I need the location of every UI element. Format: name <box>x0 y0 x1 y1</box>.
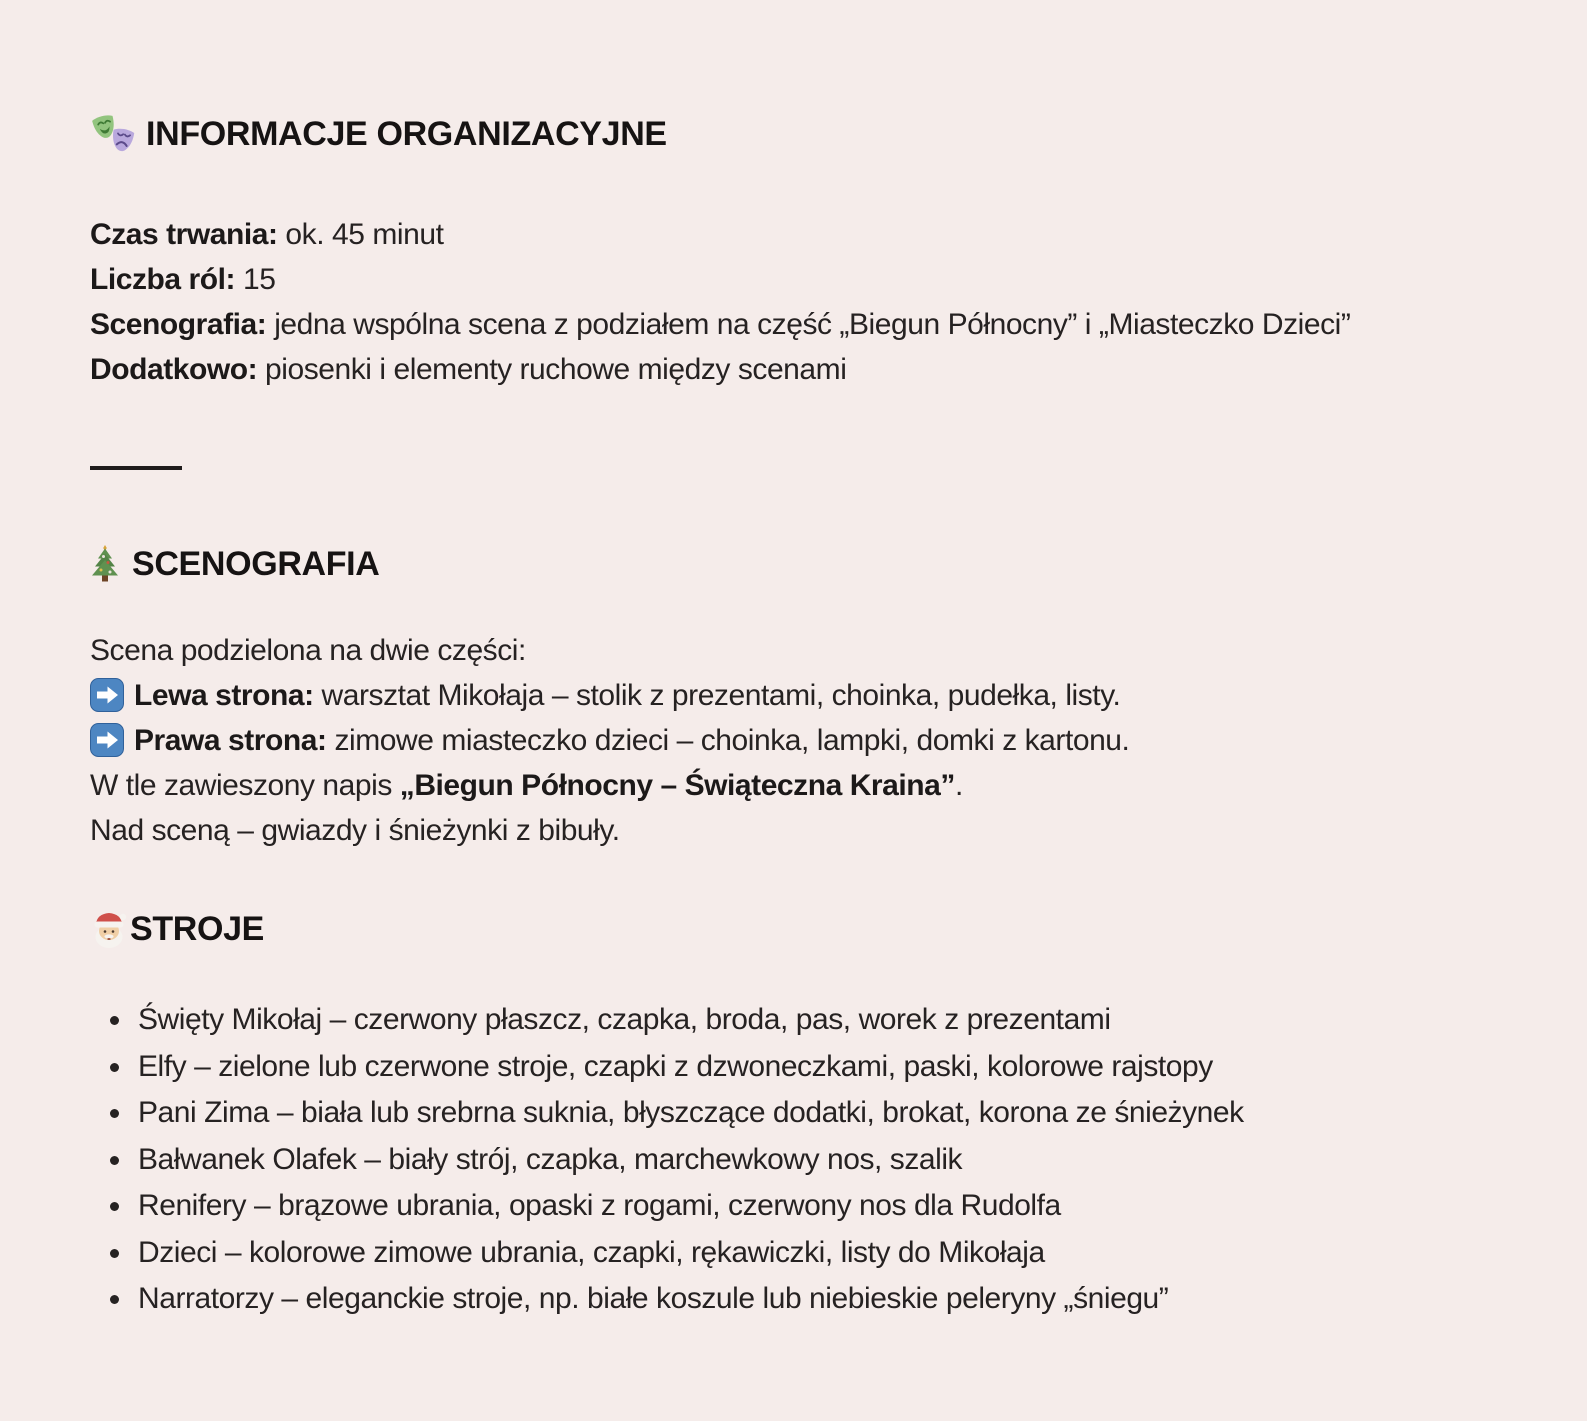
org-line <box>90 308 1350 341</box>
theater-masks-icon <box>90 113 136 155</box>
section-stroje-title-row <box>90 907 1460 951</box>
org-line-text: jedna wspólna scena z podziałem na część „Biegun Północny” i „Miasteczko Dzieci” <box>266 308 1351 341</box>
section-org-title-row <box>90 112 1460 156</box>
org-line-label: Czas trwania: <box>90 218 278 251</box>
org-line-text: 15 <box>235 263 276 296</box>
santa-icon <box>90 909 128 949</box>
scenografia-last-line: Nad sceną – gwiazdy i śnieżynki z bibuły. <box>90 814 620 847</box>
org-line-label: Scenografia: <box>90 308 267 341</box>
costume-item: • Bałwanek Olafek – biały strój, czapka, marchewkowy nos, szalik <box>134 1137 1460 1184</box>
backdrop-suffix: . <box>954 769 963 802</box>
backdrop-prefix: W tle zawieszony napis <box>90 769 400 802</box>
scenografia-left-text: warsztat Mikołaja – stolik z prezentami, choinka, pudełka, listy. <box>313 679 1121 712</box>
costume-item: • Elfy – zielone lub czerwone stroje, czapki z dzwoneczkami, paski, kolorowe rajstopy <box>134 1044 1460 1091</box>
costume-list <box>90 997 1460 1323</box>
section-scenografia-title-row <box>90 542 1460 586</box>
costume-item: • Renifery – brązowe ubrania, opaski z rogami, czerwony nos dla Rudolfa <box>134 1183 1460 1230</box>
scenografia-intro: Scena podzielona na dwie części: <box>90 634 526 667</box>
scenografia-backdrop-line <box>90 769 963 802</box>
org-line <box>90 218 443 251</box>
org-line-text: piosenki i elementy ruchowe między scenami <box>257 353 847 386</box>
scenografia-right-line <box>90 718 1460 763</box>
scenografia-details <box>90 628 1460 853</box>
org-title: INFORMACJE ORGANIZACYJNE <box>146 115 667 153</box>
costume-item: • Dzieci – kolorowe zimowe ubrania, czapki, rękawiczki, listy do Mikołaja <box>134 1230 1460 1277</box>
costume-item: • Pani Zima – biała lub srebrna suknia, błyszczące dodatki, brokat, korona ze śnieżynek <box>134 1090 1460 1137</box>
right-arrow-icon <box>90 723 124 757</box>
costume-item: • Święty Mikołaj – czerwony płaszcz, czapka, broda, pas, worek z prezentami <box>134 997 1460 1044</box>
costume-item: • Narratorzy – eleganckie stroje, np. białe koszule lub niebieskie peleryny „śniegu” <box>134 1276 1460 1323</box>
backdrop-banner-text: „Biegun Północny – Świąteczna Kraina” <box>399 769 955 802</box>
scenografia-title: SCENOGRAFIA <box>132 545 380 583</box>
document-content <box>90 112 1460 1323</box>
org-line <box>90 263 275 296</box>
org-line-label: Dodatkowo: <box>90 353 258 386</box>
scenografia-left-label: Lewa strona: <box>134 679 314 712</box>
section-divider <box>90 466 182 470</box>
scenografia-right-text: zimowe miasteczko dzieci – choinka, lampki, domki z kartonu. <box>326 724 1130 757</box>
org-line <box>90 353 846 386</box>
org-details <box>90 212 1460 392</box>
scenografia-right-label: Prawa strona: <box>134 724 327 757</box>
org-line-label: Liczba ról: <box>90 263 236 296</box>
org-line-text: ok. 45 minut <box>277 218 444 251</box>
scenografia-left-line <box>90 673 1460 718</box>
christmas-tree-icon <box>90 545 120 583</box>
stroje-title: STROJE <box>130 910 264 948</box>
right-arrow-icon <box>90 678 124 712</box>
